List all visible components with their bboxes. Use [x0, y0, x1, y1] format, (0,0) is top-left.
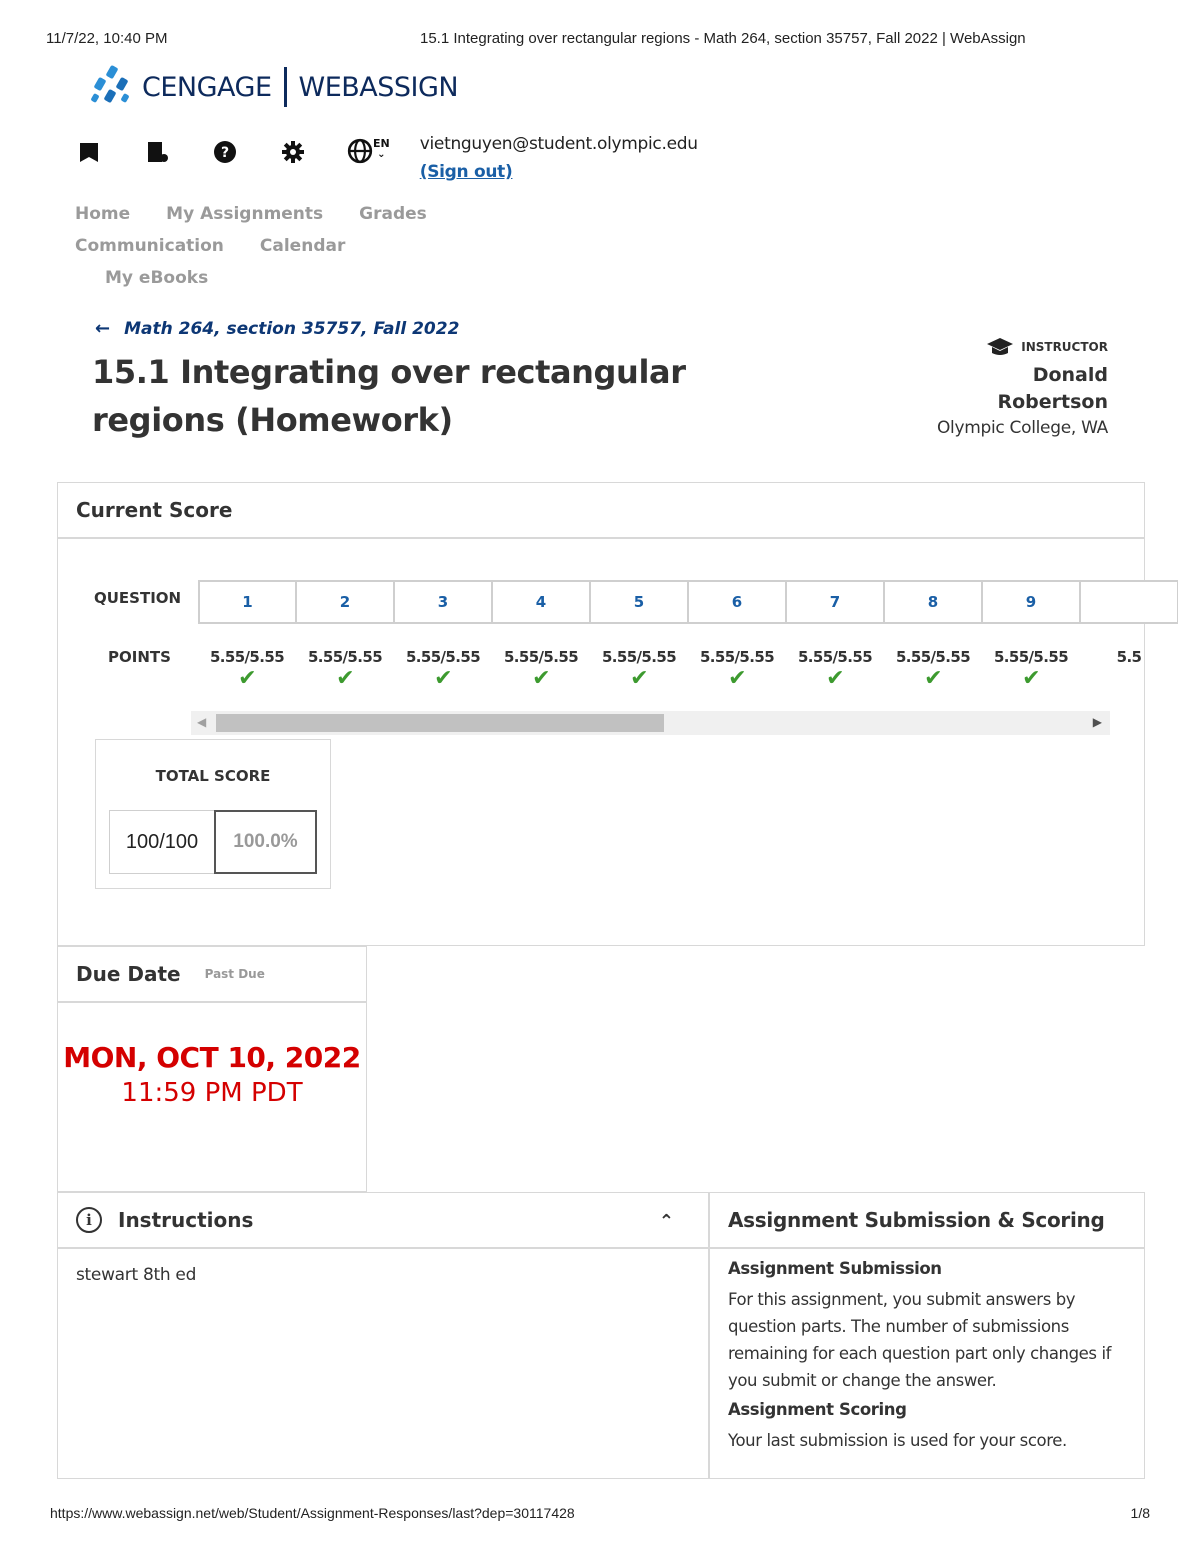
question-label: QUESTION [94, 589, 182, 607]
checkmark-icon: ✔ [728, 666, 746, 691]
settings-icon[interactable] [279, 138, 307, 166]
instructor-info [848, 338, 1108, 440]
instructor-school: Olympic College, WA [936, 418, 1108, 438]
horizontal-scrollbar[interactable] [191, 711, 1110, 735]
total-score-points: 100/100 [109, 810, 215, 874]
print-datetime: 11/7/22, 10:40 PM [46, 30, 168, 47]
due-date-heading: Due Date [76, 962, 181, 986]
question-link[interactable]: 9 [982, 580, 1080, 624]
question-points [884, 648, 982, 690]
points-label: POINTS [108, 648, 171, 666]
print-url: https://www.webassign.net/web/Student/Assignment-Responses/last?dep=30117428 [50, 1505, 575, 1521]
instructor-heading [848, 338, 1108, 356]
instructions-heading: Instructions [118, 1208, 254, 1232]
print-page-title: 15.1 Integrating over rectangular regions - Math 264, section 35757, Fall 2022 | WebAssign [420, 30, 1026, 47]
sign-out-link[interactable]: (Sign out) [419, 162, 513, 182]
question-points [786, 648, 884, 690]
checkmark-icon: ✔ [630, 666, 648, 691]
submission-scoring-body [710, 1249, 1144, 1464]
instructions-header[interactable] [58, 1193, 708, 1249]
points-value: 5.55/5.55 [797, 648, 873, 666]
scoring-text: Your last submission is used for your score. [728, 1431, 1067, 1450]
nav-grades[interactable]: Grades [359, 204, 427, 224]
question-points [492, 648, 590, 690]
total-score-box [95, 739, 331, 889]
points-value: 5.5 [1116, 648, 1142, 666]
checkmark-icon: ✔ [1022, 666, 1040, 691]
due-date-header [58, 947, 366, 1003]
checkmark-icon: ✔ [434, 666, 452, 691]
info-icon: i [76, 1207, 102, 1233]
instructor-first-name: Donald [1032, 364, 1108, 386]
instructions-body: stewart 8th ed [76, 1265, 197, 1285]
page-title: 15.1 Integrating over rectangular regions (Homework) [92, 353, 686, 439]
language-selector[interactable] [347, 138, 390, 164]
question-link[interactable]: 1 [198, 580, 296, 624]
cengage-webassign-logo[interactable] [90, 64, 458, 110]
question-link[interactable]: 4 [492, 580, 590, 624]
points-value: 5.55/5.55 [307, 648, 383, 666]
points-value: 5.55/5.55 [209, 648, 285, 666]
due-date-day: MON, OCT 10, 2022 [63, 1041, 361, 1074]
scoring-subheading: Assignment Scoring [728, 1400, 907, 1419]
due-date-value [58, 1041, 366, 1108]
question-points [590, 648, 688, 690]
help-icon[interactable] [211, 138, 239, 166]
nav-home[interactable]: Home [75, 204, 131, 224]
checkmark-icon: ✔ [238, 666, 256, 691]
brand-cengage: CENGAGE [142, 71, 272, 103]
instructions-card [57, 1192, 709, 1479]
brand-webassign: WEBASSIGN [298, 71, 459, 103]
breadcrumb[interactable] [95, 318, 459, 339]
breadcrumb-course[interactable]: Math 264, section 35757, Fall 2022 [124, 318, 460, 339]
checkmark-icon: ✔ [336, 666, 354, 691]
user-email: vietnguyen@student.olympic.edu [419, 134, 698, 154]
question-link[interactable] [1080, 580, 1178, 624]
submission-scoring-heading: Assignment Submission & Scoring [710, 1193, 1144, 1249]
question-points [1080, 648, 1178, 690]
current-score-card [57, 482, 1145, 946]
due-date-card [57, 946, 367, 1192]
logo-divider [284, 67, 287, 107]
language-code: EN [373, 137, 390, 150]
svg-text:?: ? [220, 145, 230, 161]
submission-scoring-card [709, 1192, 1145, 1479]
cengage-logo-mark [90, 64, 134, 110]
question-points [982, 648, 1080, 690]
question-link[interactable]: 7 [786, 580, 884, 624]
question-link[interactable]: 2 [296, 580, 394, 624]
print-page-number: 1/8 [1130, 1505, 1150, 1521]
main-nav [75, 198, 435, 294]
chevron-up-icon[interactable]: ⌃ [658, 1211, 674, 1232]
question-points [688, 648, 786, 690]
globe-icon [347, 138, 373, 164]
question-link[interactable]: 5 [590, 580, 688, 624]
submission-subheading: Assignment Submission [728, 1259, 942, 1278]
due-status-badge: Past Due [204, 967, 265, 981]
points-value: 5.55/5.55 [503, 648, 579, 666]
question-link[interactable]: 3 [394, 580, 492, 624]
total-score-percent: 100.0% [214, 810, 317, 874]
question-points [198, 648, 296, 690]
instructor-label: INSTRUCTOR [1021, 340, 1108, 354]
nav-my-ebooks[interactable]: My eBooks [105, 268, 209, 288]
checkmark-icon: ✔ [532, 666, 550, 691]
scrollbar-thumb[interactable] [216, 714, 664, 732]
points-value: 5.55/5.55 [895, 648, 971, 666]
instructor-last-name: Robertson [997, 391, 1108, 413]
scroll-right-icon[interactable]: ▶ [1092, 715, 1102, 729]
due-date-time: 11:59 PM PDT [121, 1078, 303, 1108]
submission-text: For this assignment, you submit answers by question parts. The number of submissions remaining for each question part only changes if you submit or change the answer. [728, 1290, 1112, 1390]
points-value: 5.55/5.55 [405, 648, 481, 666]
current-score-heading: Current Score [58, 483, 1144, 539]
chevron-down-icon: ⌄ [377, 149, 386, 160]
points-value: 5.55/5.55 [699, 648, 775, 666]
question-link[interactable]: 8 [884, 580, 982, 624]
scroll-left-icon[interactable]: ◀ [197, 715, 207, 729]
points-strip [198, 648, 1142, 698]
question-points [394, 648, 492, 690]
points-value: 5.55/5.55 [993, 648, 1069, 666]
checkmark-icon: ✔ [924, 666, 942, 691]
user-info [420, 130, 698, 186]
nav-communication[interactable]: Communication [75, 236, 224, 256]
utility-bar [75, 130, 698, 182]
graduation-cap-icon [987, 338, 1013, 356]
bookmark-icon[interactable] [75, 138, 103, 166]
nav-calendar[interactable]: Calendar [259, 236, 346, 256]
question-strip [198, 580, 1110, 626]
nav-my-assignments[interactable]: My Assignments [166, 204, 324, 224]
total-score-label: TOTAL SCORE [155, 767, 271, 785]
gradebook-icon[interactable] [143, 138, 171, 166]
question-link[interactable]: 6 [688, 580, 786, 624]
checkmark-icon: ✔ [826, 666, 844, 691]
question-points [296, 648, 394, 690]
points-value: 5.55/5.55 [601, 648, 677, 666]
arrow-left-icon: ← [95, 318, 111, 339]
